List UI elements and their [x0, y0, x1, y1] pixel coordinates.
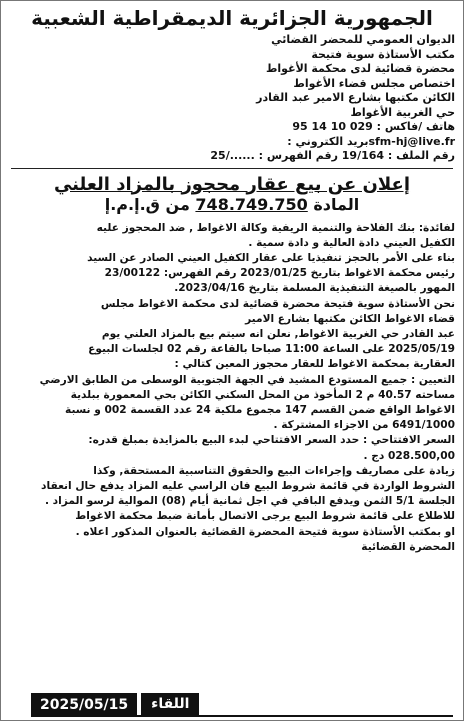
newspaper-name: اللقاء — [141, 693, 199, 715]
article-amount: 748.749.750 — [195, 194, 308, 214]
body-line: مساحته 40.57 م 2 المأخوذ من المحل السكني الكائن بحي المعمورة ببلدية — [70, 388, 455, 401]
body-line: العقارية بمحكمة الاغواط للعقار محجوز المعين كتالي : — [174, 358, 455, 371]
republic-title: الجمهورية الجزائرية الديمقراطية الشعبية — [31, 6, 433, 30]
body-line: رئيس محكمة الاغواط بتاريخ 2023/01/25 رقم الفهرس: 23/00122 — [104, 267, 455, 280]
header-line: مكتب الأستاذة سوية فتيحة — [311, 47, 455, 61]
article-label: المادة — [313, 194, 360, 214]
body-line: 2025/05/19 على الساعة 11:00 صباحا بالقاعة رقم 02 لجلسات البيوع — [88, 343, 455, 356]
publication-date: 2025/05/15 — [31, 693, 137, 715]
file-number: رقم الملف : 19/164 رقم الفهرس : ....../25 — [210, 149, 455, 162]
body-line: عبد القادر حي الغربية الاغواط, نعلن انه سيتم بيع بالمزاد العلني يوم — [101, 327, 455, 340]
body-line: نحن الأستاذة سوية فتيحة محضرة قضائية لدى محكمة الاغواط مجلس — [100, 297, 455, 310]
body-line: 028.500,00 دج . — [363, 449, 455, 462]
body-line: للاطلاع على قائمة شروط البيع يرجى الاتصال بأمانة ضبط محكمة الاغواط — [75, 510, 455, 523]
announcement-title — [9, 175, 455, 215]
body-line: لفائدة: بنك الفلاحة والتنمية الريفية وكالة الاغواط , ضد المحجوز عليه — [96, 221, 455, 234]
body-line: او بمكتب الأستاذة سوية فتيحة المحضرة القضائية بالعنوان المذكور اعلاه . — [75, 525, 455, 538]
body-line: التعيين : جميع المستودع المشيد في الجهة الجنوبية الوسطى من الطابق الارضي — [39, 373, 455, 386]
body-line: الجلسة 5/1 الثمن ويدفع الباقي في اجل ثمانية أيام (08) الموالية لرسو المزاد . — [44, 495, 455, 508]
announcement-line-1: إعلان عن بيع عقار محجوز بالمزاد العلني — [53, 173, 411, 195]
header-line: الديوان العمومي للمحضر القضائي — [271, 33, 455, 46]
header-line: الكائن مكتبها بشارع الامير عبد القادر — [256, 91, 455, 104]
body-line: السعر الافتتاحي : حدد السعر الافتتاحي لبدء البيع بالمزايدة بمبلغ قدره: — [88, 434, 455, 447]
footer-band — [31, 693, 199, 715]
body-line: الاغواط الواقع ضمن القسم 147 مجموع ملكية 24 عدد القسمة 002 و نسبة — [65, 403, 455, 416]
body-line: قضاء الاغواط الكائن مكتبها بشارع الامير — [245, 312, 455, 325]
phone-fax: هاتف /فاكس : 029 10 14 95 — [292, 120, 455, 133]
body-line: الشروط الواردة في قائمة شروط البيع فان الراسي عليه المزاد يدفع حال انعقاد — [41, 479, 455, 492]
body-line: المهور بالصيغة التنفيذية المسلمة بتاريخ 2023/04/16. — [174, 282, 455, 295]
signature-label: المحضرة القضائية — [361, 540, 455, 553]
announcement-line-2 — [9, 195, 455, 215]
body-line: بناء على الأمر بالحجز تنفيذيا على عقار الكفيل العيني الصادر عن السيد — [87, 251, 455, 264]
header-block — [9, 33, 455, 164]
article-law: من ق.إ.م.إ — [104, 194, 190, 214]
body-line: الكفيل العيني دادة العالية و دادة سمية . — [248, 236, 455, 249]
body-line: 6491/1000 من الاجزاء المشتركة . — [273, 419, 455, 432]
header-line: محضرة قضائية لدى محكمة الأغواط — [265, 62, 455, 75]
divider — [11, 168, 453, 169]
header-line: اختصاص مجلس قضاء الأغواط — [293, 76, 455, 90]
email: sfm-hj@live.frبريد الكتروني : — [287, 134, 455, 148]
body-line: زيادة على مصاريف وإجراءات البيع والحقوق التناسبية المستحقة, وكذا — [93, 464, 455, 477]
notice-body — [9, 221, 455, 555]
header-line: حي الغربية الأغواط — [350, 105, 455, 119]
